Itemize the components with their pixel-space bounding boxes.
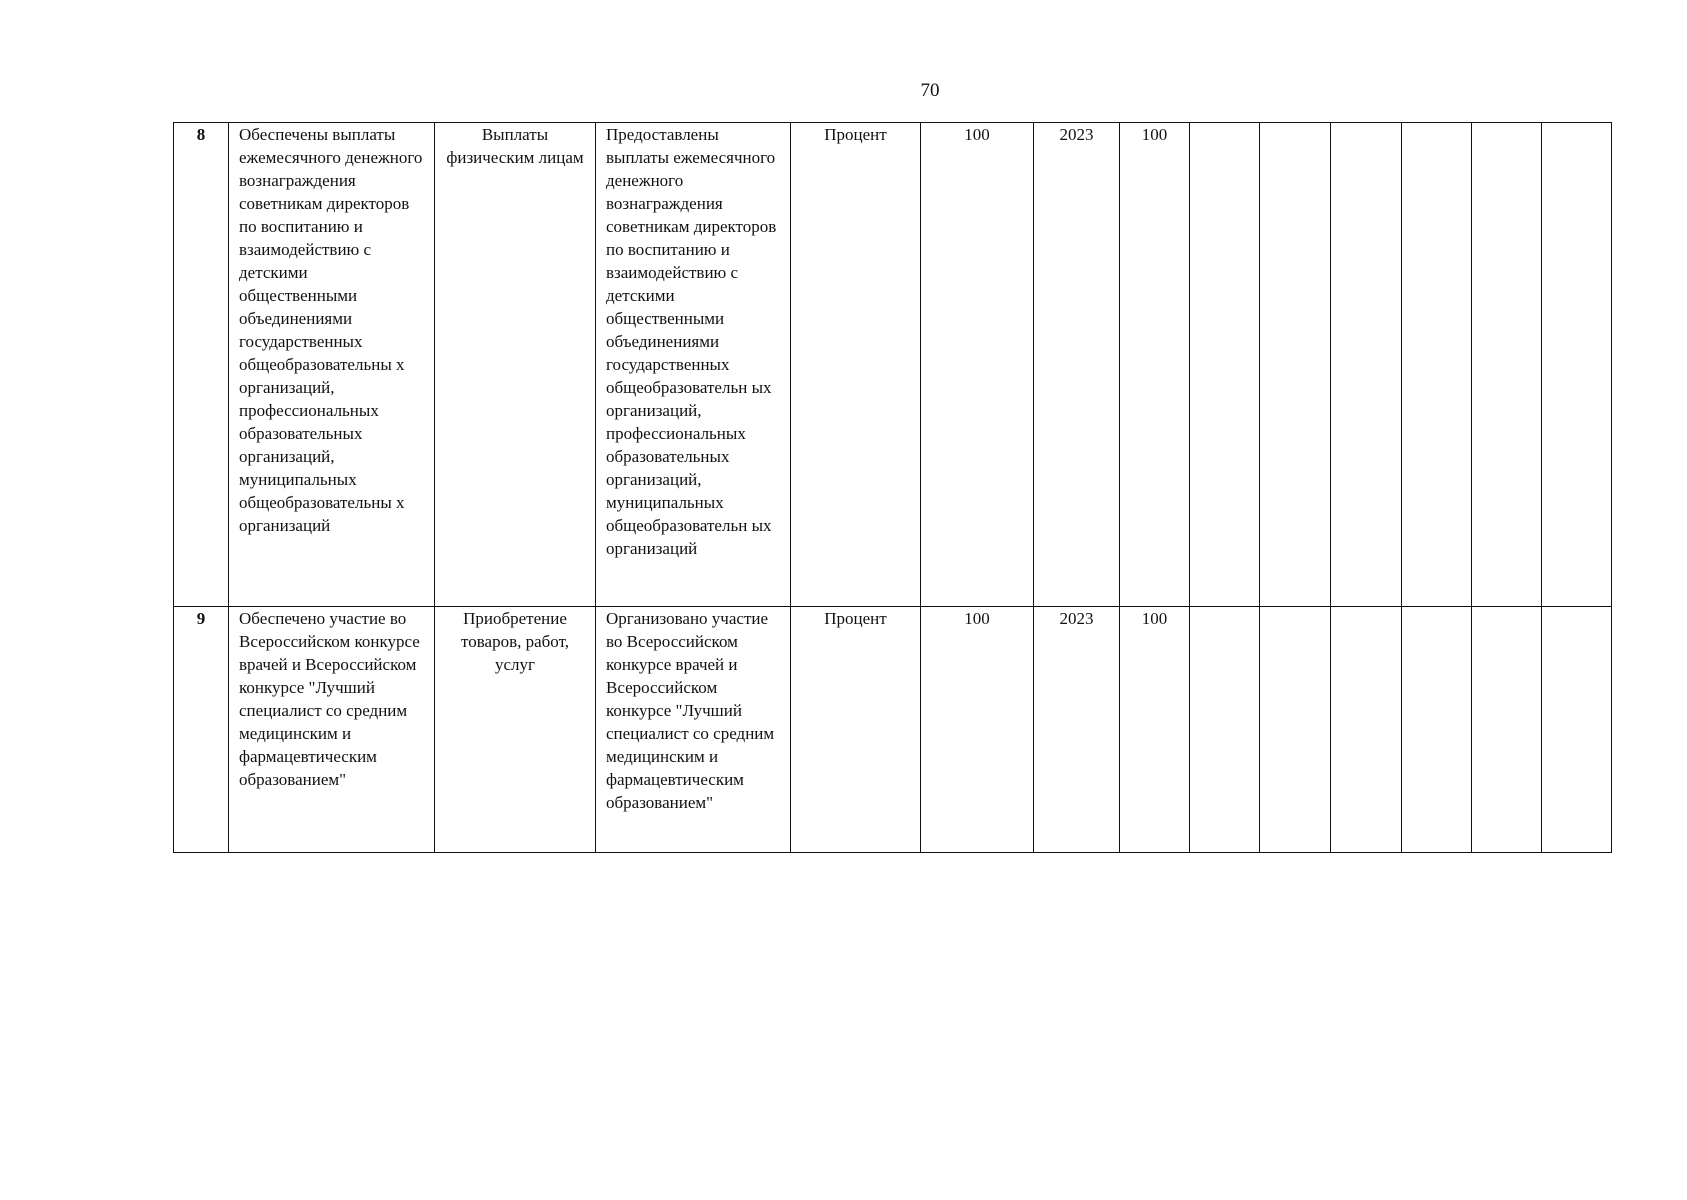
row-number: 9 [174, 607, 229, 853]
result-type-cell: Выплаты физическим лицам [435, 123, 596, 607]
empty-cell [1402, 607, 1472, 853]
result-characteristic-cell: Организовано участие во Всероссийском конкурсе врачей и Всероссийском конкурсе "Лучший специалист со средним медицинским и фармацевтическим образованием" [596, 607, 791, 853]
empty-cell [1472, 123, 1542, 607]
empty-cell [1260, 123, 1331, 607]
base-value-cell: 100 [921, 607, 1034, 853]
base-year-cell: 2023 [1034, 123, 1120, 607]
empty-cell [1402, 123, 1472, 607]
empty-cell [1472, 607, 1542, 853]
value-cell: 100 [1120, 123, 1190, 607]
empty-cell [1260, 607, 1331, 853]
table-row [174, 123, 1612, 607]
result-type-cell: Приобретение товаров, работ, услуг [435, 607, 596, 853]
table-row [174, 607, 1612, 853]
value-cell: 100 [1120, 607, 1190, 853]
empty-cell [1190, 607, 1260, 853]
empty-cell [1190, 123, 1260, 607]
unit-cell: Процент [791, 607, 921, 853]
result-characteristic-cell: Предоставлены выплаты ежемесячного денежного вознаграждения советникам директоров по воспитанию и взаимодействию с детскими общественными объединениями государственных общеобразовательн ых организаций, профессиональных образовательных организаций, муниципальных общеобразовательн ых организаций [596, 123, 791, 607]
page-number: 70 [920, 80, 940, 101]
result-name-cell: Обеспечены выплаты ежемесячного денежного вознаграждения советникам директоров по воспитанию и взаимодействию с детскими общественными объединениями государственных общеобразовательны х организаций, профессиональных образовательных организаций, муниципальных общеобразовательны х организаций [229, 123, 435, 607]
row-number: 8 [174, 123, 229, 607]
empty-cell [1331, 607, 1402, 853]
base-value-cell: 100 [921, 123, 1034, 607]
result-name-cell: Обеспечено участие во Всероссийском конкурсе врачей и Всероссийском конкурсе "Лучший специалист со средним медицинским и фармацевтическим образованием" [229, 607, 435, 853]
empty-cell [1542, 123, 1612, 607]
base-year-cell: 2023 [1034, 607, 1120, 853]
empty-cell [1331, 123, 1402, 607]
empty-cell [1542, 607, 1612, 853]
results-table [173, 122, 1612, 853]
unit-cell: Процент [791, 123, 921, 607]
